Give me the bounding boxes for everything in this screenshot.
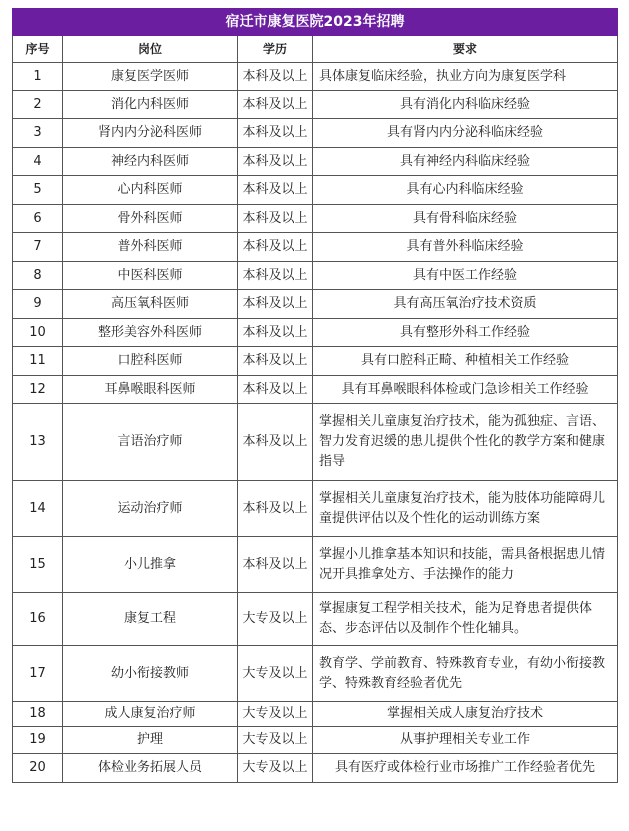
cell-requirement: 掌握相关儿童康复治疗技术，能为肢体功能障碍儿童提供评估以及个性化的运动训练方案 [313,481,618,537]
cell-education: 大专及以上 [238,727,313,754]
table-row [13,537,618,593]
table-row [13,319,618,347]
header-no: 序号 [13,36,63,63]
header-post: 岗位 [63,36,238,63]
cell-no: 3 [13,119,63,148]
cell-post: 护理 [63,727,238,754]
table-row [13,262,618,290]
table-row [13,63,618,91]
cell-requirement: 具有心内科临床经验 [313,176,618,205]
cell-post: 高压氧科医师 [63,290,238,319]
cell-education: 本科及以上 [238,290,313,319]
cell-post: 整形美容外科医师 [63,319,238,347]
table-row [13,176,618,205]
table-title: 宿迁市康复医院2023年招聘 [13,9,618,36]
header-requirement: 要求 [313,36,618,63]
table-row [13,91,618,119]
cell-no: 8 [13,262,63,290]
cell-requirement: 具有医疗或体检行业市场推广工作经验者优先 [313,754,618,783]
cell-no: 18 [13,702,63,727]
cell-no: 12 [13,376,63,404]
table-row [13,376,618,404]
cell-education: 本科及以上 [238,148,313,176]
table-row [13,347,618,376]
cell-requirement: 具体康复临床经验，执业方向为康复医学科 [313,63,618,91]
table-row [13,754,618,783]
cell-education: 本科及以上 [238,537,313,593]
cell-requirement: 具有消化内科临床经验 [313,91,618,119]
cell-education: 本科及以上 [238,481,313,537]
cell-post: 运动治疗师 [63,481,238,537]
cell-education: 大专及以上 [238,646,313,702]
cell-no: 6 [13,205,63,233]
table-row [13,593,618,646]
table-row [13,646,618,702]
cell-education: 大专及以上 [238,702,313,727]
cell-no: 7 [13,233,63,262]
cell-education: 大专及以上 [238,754,313,783]
cell-education: 本科及以上 [238,119,313,148]
cell-post: 消化内科医师 [63,91,238,119]
cell-no: 4 [13,148,63,176]
cell-requirement: 掌握相关儿童康复治疗技术，能为孤独症、言语、智力发育迟缓的患儿提供个性化的教学方案和健康指导 [313,404,618,481]
header-row [13,36,618,63]
cell-requirement: 具有耳鼻喉眼科体检或门急诊相关工作经验 [313,376,618,404]
cell-requirement: 具有口腔科正畸、种植相关工作经验 [313,347,618,376]
cell-requirement: 具有骨科临床经验 [313,205,618,233]
cell-post: 康复工程 [63,593,238,646]
cell-post: 中医科医师 [63,262,238,290]
cell-post: 肾内内分泌科医师 [63,119,238,148]
cell-requirement: 具有整形外科工作经验 [313,319,618,347]
cell-requirement: 具有神经内科临床经验 [313,148,618,176]
cell-requirement: 具有普外科临床经验 [313,233,618,262]
cell-no: 20 [13,754,63,783]
cell-education: 本科及以上 [238,176,313,205]
cell-no: 19 [13,727,63,754]
table-row [13,404,618,481]
header-education: 学历 [238,36,313,63]
table-row [13,233,618,262]
table-body [13,63,618,783]
cell-requirement: 教育学、学前教育、特殊教育专业，有幼小衔接教学、特殊教育经验者优先 [313,646,618,702]
cell-no: 5 [13,176,63,205]
table-row [13,148,618,176]
cell-post: 康复医学医师 [63,63,238,91]
table-row [13,702,618,727]
cell-education: 大专及以上 [238,593,313,646]
cell-post: 神经内科医师 [63,148,238,176]
recruitment-table [12,8,618,783]
cell-education: 本科及以上 [238,376,313,404]
cell-post: 耳鼻喉眼科医师 [63,376,238,404]
cell-post: 骨外科医师 [63,205,238,233]
cell-requirement: 掌握相关成人康复治疗技术 [313,702,618,727]
cell-no: 1 [13,63,63,91]
cell-requirement: 具有肾内内分泌科临床经验 [313,119,618,148]
recruitment-table-wrapper [12,8,617,783]
cell-post: 普外科医师 [63,233,238,262]
table-row [13,119,618,148]
cell-education: 本科及以上 [238,205,313,233]
cell-requirement: 具有中医工作经验 [313,262,618,290]
table-row [13,481,618,537]
cell-education: 本科及以上 [238,63,313,91]
cell-education: 本科及以上 [238,91,313,119]
cell-no: 16 [13,593,63,646]
cell-no: 17 [13,646,63,702]
cell-requirement: 从事护理相关专业工作 [313,727,618,754]
table-row [13,727,618,754]
cell-post: 体检业务拓展人员 [63,754,238,783]
cell-post: 小儿推拿 [63,537,238,593]
cell-education: 本科及以上 [238,262,313,290]
cell-requirement: 具有高压氧治疗技术资质 [313,290,618,319]
cell-no: 9 [13,290,63,319]
cell-no: 11 [13,347,63,376]
cell-no: 14 [13,481,63,537]
cell-no: 13 [13,404,63,481]
cell-requirement: 掌握康复工程学相关技术，能为足脊患者提供体态、步态评估以及制作个性化辅具。 [313,593,618,646]
cell-education: 本科及以上 [238,319,313,347]
cell-no: 15 [13,537,63,593]
table-row [13,290,618,319]
cell-post: 口腔科医师 [63,347,238,376]
cell-post: 幼小衔接教师 [63,646,238,702]
cell-education: 本科及以上 [238,233,313,262]
cell-education: 本科及以上 [238,404,313,481]
cell-post: 心内科医师 [63,176,238,205]
cell-requirement: 掌握小儿推拿基本知识和技能，需具备根据患儿情况开具推拿处方、手法操作的能力 [313,537,618,593]
cell-no: 2 [13,91,63,119]
cell-no: 10 [13,319,63,347]
cell-education: 本科及以上 [238,347,313,376]
table-row [13,205,618,233]
cell-post: 言语治疗师 [63,404,238,481]
cell-post: 成人康复治疗师 [63,702,238,727]
